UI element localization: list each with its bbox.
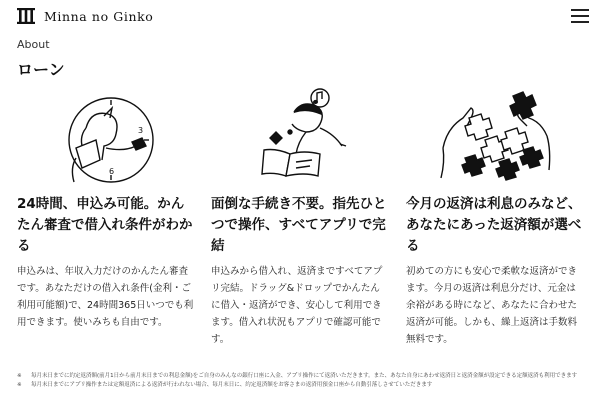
feature-card-app bbox=[211, 86, 389, 348]
svg-text:6: 6 bbox=[109, 167, 115, 176]
section-label: About bbox=[17, 38, 50, 51]
feature-card-repayment bbox=[406, 86, 584, 348]
brand-name: Minna no Ginko bbox=[44, 8, 154, 24]
feature-description: 申込みから借入れ、返済まですべてアプリ完結。ドラッグ&ドロップでかんたんに借入・返済ができ、安心して利用できます。借入れ状況もアプリで確認可能です。 bbox=[211, 266, 383, 345]
person-with-laptop-and-music-note-illustration bbox=[211, 86, 389, 190]
feature-title: 今月の返済は利息のみなど、あなたにあった返済額が選べる bbox=[406, 196, 582, 254]
feature-description: 初めての方にも安心で柔軟な返済ができます。今月の返済は利息分だけ、元金は余裕がある時になど、あなたに合わせた返済が可能。しかも、繰上返済は手数料無料です。 bbox=[406, 266, 578, 345]
feature-card-24h bbox=[17, 86, 195, 331]
footnote bbox=[17, 381, 587, 390]
site-header bbox=[0, 0, 600, 32]
footnotes bbox=[17, 372, 587, 390]
person-with-phone-and-clock-illustration bbox=[17, 86, 195, 190]
feature-title: 24時間、申込み可能。かんたん審査で借入れ条件がわかる bbox=[17, 196, 193, 254]
footnote-text: 毎月末日までにアプリ操作または定額返済による返済が行われない場合、毎月末日に、約定返済額をお客さまの返済用預金口座から自動引落しさせていただきます bbox=[31, 382, 433, 388]
page-title: ローン bbox=[17, 60, 65, 79]
footnote-text: 毎月末日までに約定返済額(前月1日から前月末日までの利息金額)をご自身のみんなの銀行口座に入金、アプリ操作にて返済いただきます。また、あなた自身にあわせ返済日と返済金額が設定できる定額返済も利用できます bbox=[31, 373, 578, 379]
bank-logo-mark-icon bbox=[17, 8, 35, 24]
hamburger-menu-icon[interactable] bbox=[571, 9, 589, 23]
footnote-mark: ※ bbox=[17, 373, 22, 379]
svg-text:3: 3 bbox=[138, 126, 144, 135]
hands-holding-puzzle-pieces-illustration bbox=[406, 86, 584, 190]
brand-logo[interactable] bbox=[17, 8, 153, 24]
footnote bbox=[17, 372, 587, 381]
feature-title: 面倒な手続き不要。指先ひとつで操作、すべてアプリで完結 bbox=[211, 196, 387, 254]
footnote-mark: ※ bbox=[17, 382, 22, 388]
feature-description: 申込みは、年収入力だけのかんたん審査です。あなただけの借入れ条件(金利・ご利用可能額)で、24時間365日いつでも利用できます。使いみちも自由です。 bbox=[17, 266, 194, 328]
